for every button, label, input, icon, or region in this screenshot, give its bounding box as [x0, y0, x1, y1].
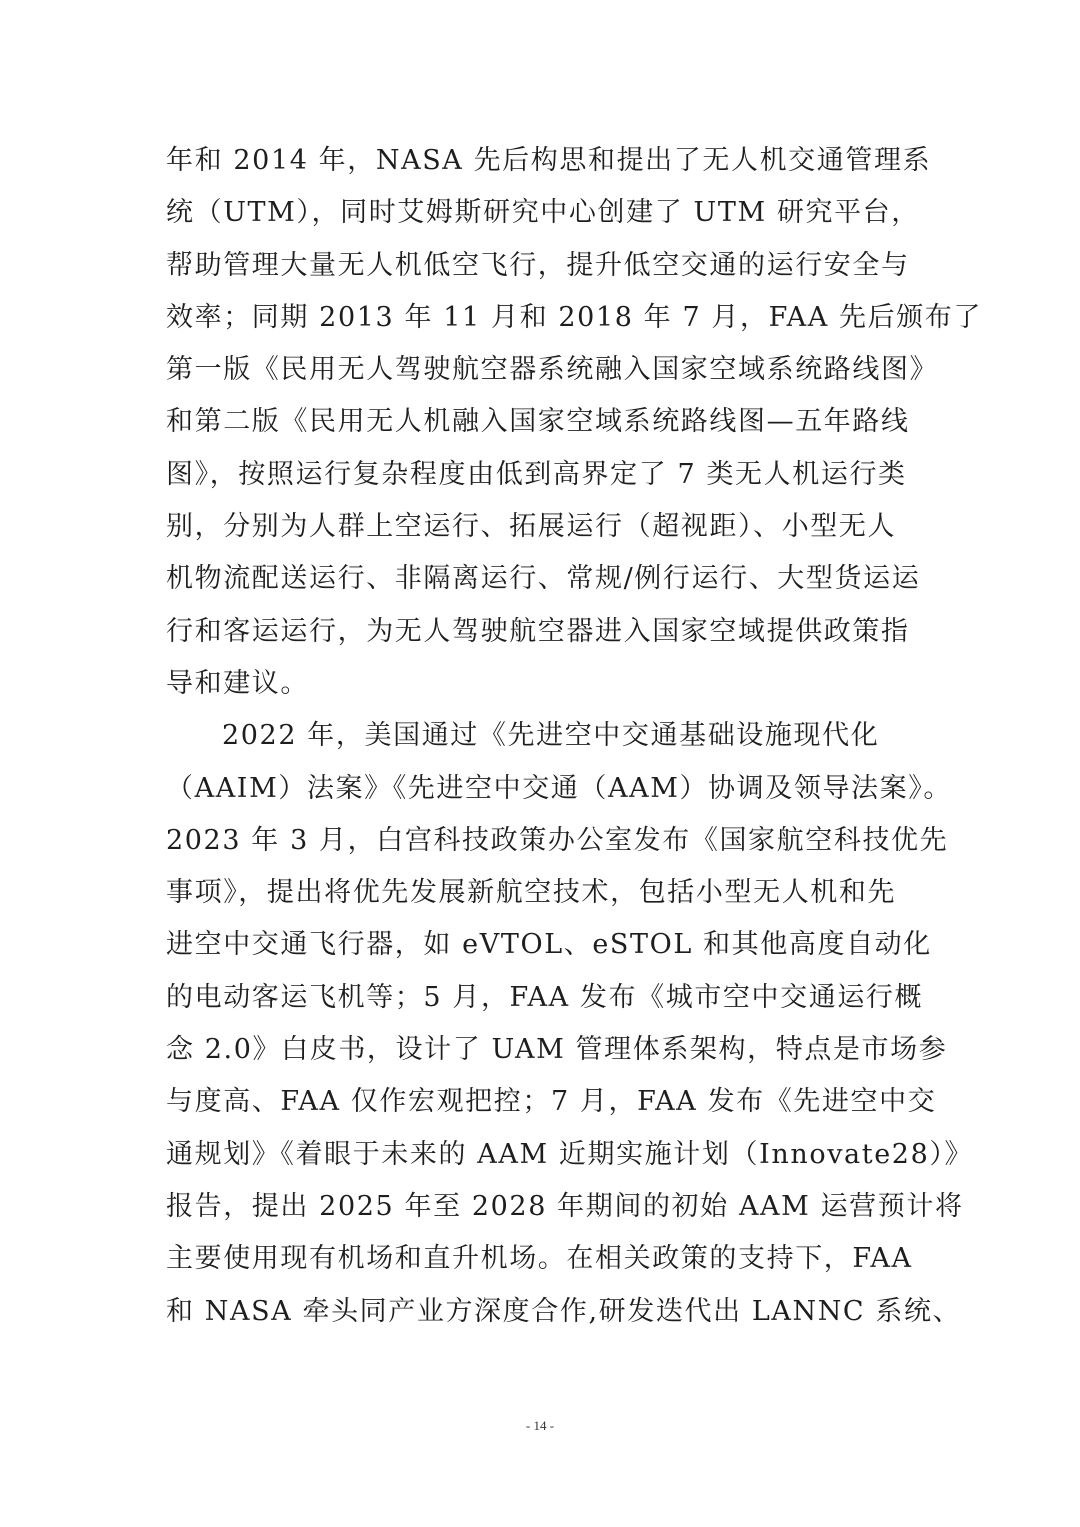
body-text — [166, 135, 982, 1338]
text-line: 行和客运运行，为无人驾驶航空器进入国家空域提供政策指 — [166, 615, 910, 647]
page-number: - 14 - — [525, 1418, 555, 1433]
text-line: （AAIM）法案》《先进空中交通（AAM）协调及领导法案》。 — [166, 772, 952, 804]
text-line: 图》，按照运行复杂程度由低到高界定了 7 类无人机运行类 — [166, 458, 907, 490]
text-line: 导和建议。 — [166, 667, 309, 699]
text-line: 和第二版《民用无人机融入国家空域系统路线图—五年路线 — [166, 406, 910, 438]
text-line: 统（UTM），同时艾姆斯研究中心创建了 UTM 研究平台， — [166, 197, 920, 229]
text-line: 2023 年 3 月，白宫科技政策办公室发布《国家航空科技优先 — [166, 824, 949, 856]
text-line: 的电动客运飞机等；5 月，FAA 发布《城市空中交通运行概 — [166, 981, 924, 1013]
text-line: 通规划》《着眼于未来的 AAM 近期实施计划（Innovate28）》 — [166, 1138, 974, 1170]
text-line: 2022 年，美国通过《先进空中交通基础设施现代化 — [222, 720, 880, 752]
text-line: 第一版《民用无人驾驶航空器系统融入国家空域系统路线图》 — [166, 354, 939, 386]
text-line: 年和 2014 年，NASA 先后构思和提出了无人机交通管理系 — [166, 145, 932, 176]
text-line: 念 2.0》白皮书，设计了 UAM 管理体系架构，特点是市场参 — [166, 1034, 948, 1066]
text-line: 报告，提出 2025 年至 2028 年期间的初始 AAM 运营预计将 — [166, 1190, 964, 1222]
text-line: 主要使用现有机场和直升机场。在相关政策的支持下，FAA — [166, 1243, 913, 1275]
text-line: 进空中交通飞行器，如 eVTOL、eSTOL 和其他高度自动化 — [166, 929, 932, 961]
paragraph-aam-policy — [166, 710, 974, 1338]
text-line: 效率；同期 2013 年 11 月和 2018 年 7 月，FAA 先后颁布了 — [166, 301, 982, 333]
text-line: 机物流配送运行、非隔离运行、常规/例行运行、大型货运运 — [166, 563, 921, 595]
text-line: 和 NASA 牵头同产业方深度合作,研发迭代出 LANNC 系统、 — [166, 1295, 962, 1327]
text-line: 别，分别为人群上空运行、拓展运行（超视距）、小型无人 — [166, 511, 897, 543]
text-line: 与度高、FAA 仅作宏观把控；7 月，FAA 发布《先进空中交 — [166, 1086, 937, 1118]
text-line: 帮助管理大量无人机低空飞行，提升低空交通的运行安全与 — [166, 249, 910, 281]
text-line: 事项》，提出将优先发展新航空技术，包括小型无人机和先 — [166, 877, 897, 909]
paragraph-utm-history — [166, 135, 982, 710]
